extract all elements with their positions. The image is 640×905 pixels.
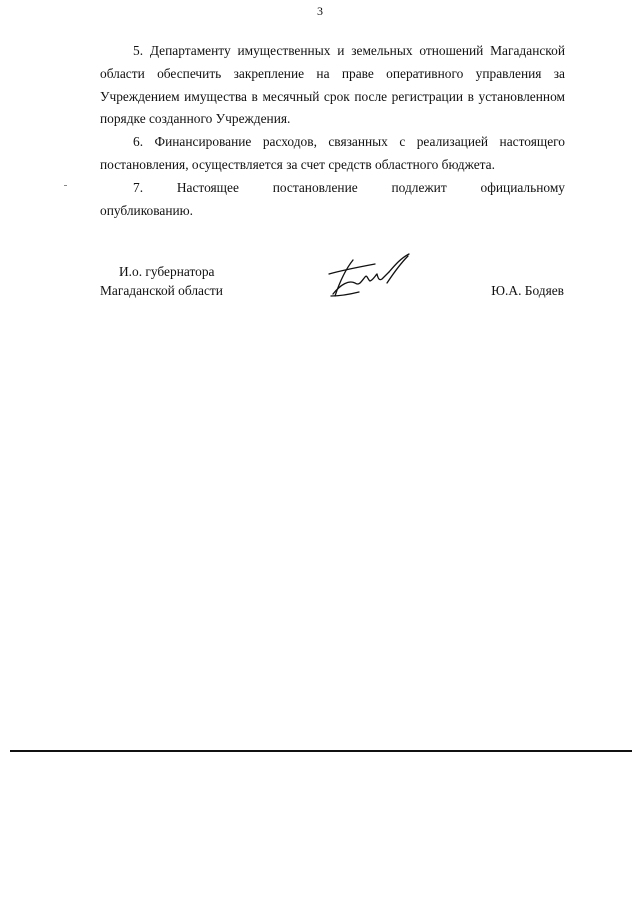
paragraph-5: 5. Департаменту имущественных и земельных отношений Магаданской области обеспечить закрепление на праве оперативного управления за Учреждением имущества в месячный срок после регистрации в установленном порядке созданного Учреждения.	[100, 43, 565, 127]
paragraph-7-line-1: 7. Настоящее постановление подлежит официальному	[133, 179, 565, 195]
signatory-title-line-1: И.о. губернатора	[119, 264, 215, 279]
signatory-name: Ю.А. Бодяев	[491, 283, 564, 298]
signatory-title	[100, 262, 340, 300]
page-number: 3	[317, 4, 323, 18]
scan-artifact	[64, 185, 67, 186]
footer-divider	[10, 750, 632, 752]
paragraph-7-line-2: опубликованию.	[100, 202, 194, 218]
document-body	[100, 40, 565, 222]
handwritten-signature-icon	[325, 250, 417, 302]
paragraph-6: 6. Финансирование расходов, связанных с реализацией настоящего постановления, осуществляется за счет средств областного бюджета.	[100, 134, 565, 172]
signatory-title-line-2: Магаданской области	[100, 283, 223, 298]
